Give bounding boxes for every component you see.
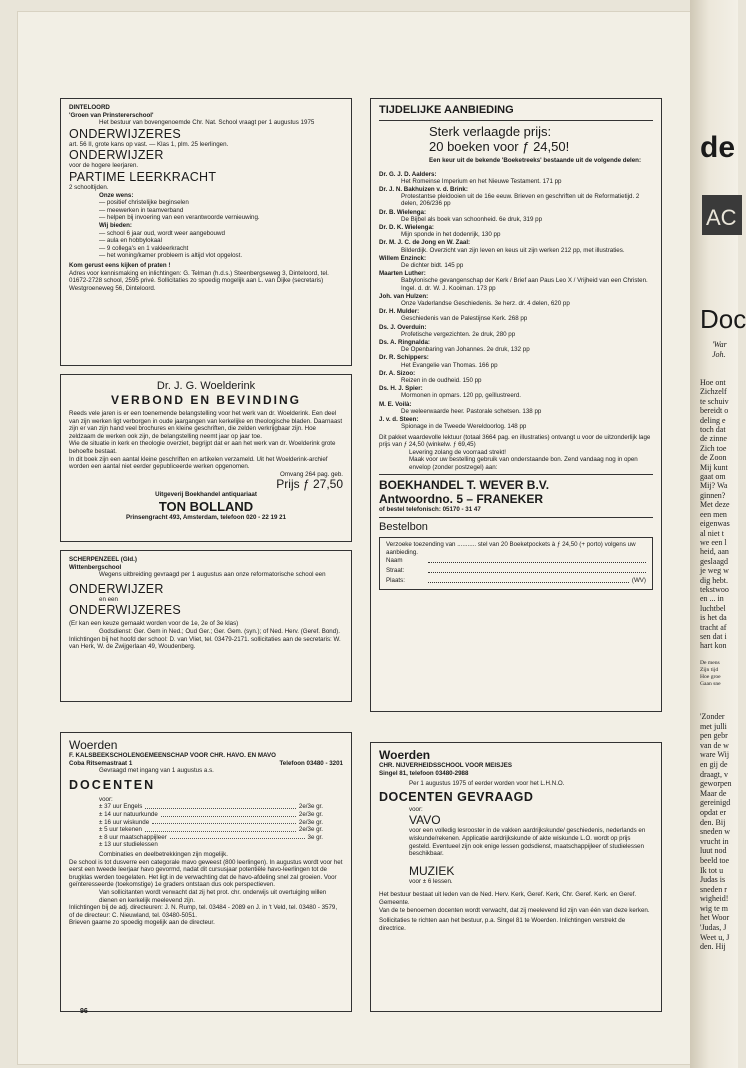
book-entry bbox=[379, 224, 653, 238]
ad-heading: DOCENTEN bbox=[69, 777, 156, 792]
subject-grade: 2e/3e gr. bbox=[298, 818, 323, 826]
ad-text: voor een volledig lesrooster in de vakken aardrijkskunde/ geschiedenis, nederlands en wiskunde/rekenen. Applicatie aardrijkskunde of akte wiskunde L.O. wordt op prijs gesteld. Eventueel zijn ook enige lessen godsdienst, maatschappijleer of studielessen beschikbaar. bbox=[409, 827, 646, 858]
facing-line: luchtbel bbox=[700, 603, 726, 613]
book-title: De weleerwaarde heer. Pastorale schetsen. 138 pp bbox=[401, 407, 542, 415]
facing-line: bereidt o bbox=[700, 406, 729, 416]
ad-phone: Telefoon 03480 - 3201 bbox=[279, 759, 343, 767]
ad-text: voor de hogere leerjaren. bbox=[69, 162, 139, 170]
ad-text: en een bbox=[99, 595, 118, 603]
page-number: 96 bbox=[80, 1008, 88, 1015]
book-price: Prijs ƒ 27,50 bbox=[276, 477, 343, 492]
facing-line: Mij kunt bbox=[700, 462, 728, 472]
book-author: Ds. H. J. Spier: bbox=[379, 385, 423, 393]
book-entry bbox=[379, 354, 653, 368]
ad-intro: Wegens uitbreiding gevraagd per 1 augustus aan onze reformatorische school een bbox=[99, 571, 326, 579]
facing-line: ginnen? bbox=[700, 490, 726, 500]
book-author: Dr. G. J. D. Aalders: bbox=[379, 170, 437, 178]
ad-heading: ONDERWIJZER bbox=[69, 148, 164, 163]
ad-heading: PARTIME LEERKRACHT bbox=[69, 169, 217, 184]
field-line[interactable] bbox=[428, 566, 646, 573]
facing-line: geslaagd bbox=[700, 556, 728, 566]
bon-title: Bestelbon bbox=[379, 521, 428, 534]
ad-list-item: — meewerken in teamverband bbox=[99, 206, 184, 214]
book-title: Het Romeinse Imperium en het Nieuwe Testament. 171 pp bbox=[401, 177, 562, 185]
facing-big-title: de bbox=[700, 131, 736, 164]
facing-line: Weet u, J bbox=[700, 932, 730, 942]
book-entry bbox=[379, 255, 653, 269]
subject-hours: ± 13 uur studielessen bbox=[99, 841, 158, 849]
subject-leader bbox=[161, 811, 296, 817]
order-form bbox=[379, 537, 653, 590]
shop-name: BOEKHANDEL T. WEVER B.V. bbox=[379, 478, 550, 493]
field-line[interactable] bbox=[428, 576, 629, 583]
book-title: Onze Vaderlandse Geschiedenis. 3e herz. dr. 4 delen, 620 pp bbox=[401, 300, 570, 308]
facing-line: Ik tot u bbox=[700, 865, 724, 875]
ad-heading: ONDERWIJZERES bbox=[69, 603, 182, 618]
ad-list-item: — positief christelijke beginselen bbox=[99, 199, 189, 207]
ad-text: Inlichtingen bij het hoofd der school: D. van Vliet, tel. 03479-2171. sollicitaties aan de secretaris: W. van Herk, W. de Zwijgerlaan 49, Woudenberg. bbox=[69, 635, 341, 651]
ad-list-item: — helpen bij invoering van een verantwoorde vernieuwing. bbox=[99, 214, 260, 222]
offer-headline: Sterk verlaagde prijs: bbox=[429, 124, 552, 139]
ad-text: Sollicitaties te richten aan het bestuur, p.a. Singel 81 te Woerden. Inlichtingen verstrekt de directrice. bbox=[379, 917, 626, 932]
offer-header: TIJDELIJKE AANBIEDING bbox=[379, 104, 514, 116]
book-author: Willem Enzinck: bbox=[379, 254, 427, 262]
facing-line: hart kon bbox=[700, 641, 727, 651]
ad-heading: ONDERWIJZER bbox=[69, 581, 164, 596]
subject-row bbox=[99, 826, 323, 834]
facing-line: ware Wij bbox=[700, 750, 730, 760]
facing-line: met julli bbox=[700, 721, 727, 731]
facing-line: we een l bbox=[700, 537, 727, 547]
facing-line: Mij? Wa bbox=[700, 481, 728, 491]
facing-line: Judas is bbox=[700, 875, 726, 885]
facing-line: het Woor bbox=[700, 913, 730, 923]
facing-line: Zich toe bbox=[700, 443, 727, 453]
subject-row bbox=[99, 841, 323, 849]
book-author: Maarten Luther: bbox=[379, 270, 426, 278]
facing-line: Met deze bbox=[700, 500, 730, 510]
facing-line: Hoe groe bbox=[700, 674, 721, 680]
ad-address-row bbox=[69, 760, 343, 768]
ad-label: Kom gerust eens kijken of praten ! bbox=[69, 261, 171, 269]
subject-hours: ± 5 uur tekenen bbox=[99, 826, 142, 834]
ad-list-item: — aula en hobbylokaal bbox=[99, 237, 162, 245]
book-entry bbox=[379, 186, 653, 208]
field-line[interactable] bbox=[428, 556, 646, 563]
ad-text: Inlichtingen bij de adj. directeuren: J. N. Rump, tel. 03484 - 2089 en J. in 't Veld, tel. 03480 - 3579, of de directeur: C. Nieuwland, tel. 03480-5051. bbox=[69, 904, 338, 919]
facing-line: wig te m bbox=[700, 903, 728, 913]
facing-line: Gaan sne bbox=[700, 681, 721, 687]
book-author: Dr. R. Schippers: bbox=[379, 354, 429, 362]
ad-text: Brieven gaarne zo spoedig mogelijk aan de directeur. bbox=[69, 919, 215, 927]
ad-scherpenzeel bbox=[60, 550, 352, 702]
book-author: J. v. d. Steen: bbox=[379, 416, 419, 424]
ad-text: Van sollicitanten wordt verwacht dat zij het prot. chr. onderwijs uit overtuiging willen dienen en kerkelijk meelevend zijn. bbox=[99, 888, 327, 904]
field-label: Naam bbox=[386, 557, 403, 565]
book-title: Reizen in de oudheid. 150 pp bbox=[401, 377, 482, 385]
book-title: Bilderdijk. Overzicht van zijn leven en keus uit zijn werken 212 pp, met illustraties. bbox=[401, 246, 625, 254]
facing-line: al niet t bbox=[700, 528, 724, 538]
facing-text bbox=[700, 712, 732, 952]
field-code: (WV) bbox=[631, 577, 646, 585]
book-title: De Openbaring van Johannes. 2e druk, 132 pp bbox=[401, 346, 530, 354]
ad-woerden-kalsbeek bbox=[60, 732, 352, 1012]
ad-heading: ONDERWIJZERES bbox=[69, 126, 182, 141]
divider bbox=[379, 517, 653, 518]
facing-line: opdat er bbox=[700, 807, 726, 817]
facing-line: is het da bbox=[700, 613, 727, 623]
book-entry bbox=[379, 270, 653, 292]
subject-grade: 2e/3e gr. bbox=[298, 803, 323, 811]
facing-line: de Zoon bbox=[700, 453, 727, 463]
facing-line: sneden r bbox=[700, 884, 727, 894]
offer-headline: 20 boeken voor ƒ 24,50! bbox=[429, 139, 570, 154]
ad-text: In dit boek zijn een aantal kleine geschriften en artikelen verzameld. Uit het Woelderink-archief worden een aantal niet eerder gepubliceerde werken opgenomen. bbox=[69, 455, 328, 471]
subject-leader bbox=[152, 819, 296, 825]
ad-text: voor ± 6 lessen. bbox=[409, 877, 453, 885]
ad-org: F. KALSBEEKSCHOLENGEMEENSCHAP VOOR CHR. HAVO. EN MAVO bbox=[69, 752, 276, 759]
book-title: Spionage in de Tweede Wereldoorlog. 148 pp bbox=[401, 423, 527, 431]
subject-row bbox=[99, 803, 323, 811]
divider bbox=[379, 120, 653, 121]
ad-woerden-nijverheid bbox=[370, 742, 662, 1012]
subject-row bbox=[99, 819, 323, 827]
facing-line: den. Bij bbox=[700, 817, 726, 827]
book-author: Dr. H. Mulder: bbox=[379, 308, 420, 316]
subject-row bbox=[99, 834, 323, 842]
facing-line: eigenwas bbox=[700, 519, 730, 529]
book-list bbox=[379, 171, 653, 431]
book-title: Mijn sponde in het dodenrijk, 130 pp bbox=[401, 231, 501, 239]
ad-label: voor: bbox=[409, 805, 423, 813]
ad-list-item: — 9 collega's en 1 vakleerkracht bbox=[99, 244, 189, 252]
field-label: Straat: bbox=[386, 567, 405, 575]
facing-line: den. Hij bbox=[700, 942, 726, 952]
book-entry bbox=[379, 416, 653, 430]
facing-heading: Doc bbox=[700, 304, 746, 334]
book-title: De dichter bidt. 145 pp bbox=[401, 262, 464, 270]
ad-text: Reeds vele jaren is er een toenemende belangstelling voor het werk van dr. Woelderink. Een deel van zijn werken ligt verborgen in oude jaargangen van kerkelijke en theologische bladen. Daarnaast zijn er van zijn hand veel brochures en kleine geschriften, die zelden verkrijgbaar zijn. Hoe zeldzaam de werken ook zijn, de belangstelling neemt jaar op jaar toe. bbox=[69, 410, 343, 440]
ad-aanbieding bbox=[370, 98, 662, 712]
facing-text bbox=[700, 378, 730, 651]
book-entry bbox=[379, 401, 653, 415]
facing-line: beeld toe bbox=[700, 855, 730, 865]
facing-line: geworpen bbox=[700, 779, 732, 789]
facing-line: 'Judas, J bbox=[700, 923, 727, 933]
subject-leader bbox=[161, 841, 320, 847]
ad-intro: Per 1 augustus 1975 of eerder worden voor het L.H.N.O. bbox=[409, 780, 565, 788]
facing-line: gereinigd bbox=[700, 798, 731, 808]
facing-line: toch dat bbox=[700, 425, 726, 435]
book-author: Dr. M. J. C. de Jong en W. Zaal: bbox=[379, 239, 471, 247]
ad-school: 'Groen van Prinstererschool' bbox=[69, 111, 154, 119]
magazine-page bbox=[18, 12, 708, 1064]
facing-line: Maar de bbox=[700, 788, 727, 798]
ad-label: Wij bieden: bbox=[99, 221, 132, 229]
subject-hours: ± 14 uur natuurkunde bbox=[99, 810, 158, 818]
facing-line: dig hebt. bbox=[700, 575, 728, 585]
ad-text: art. 56 II, grote kans op vast. — Klas 1, plm. 25 leerlingen. bbox=[69, 140, 229, 148]
book-entry bbox=[379, 324, 653, 338]
publisher-name: TON BOLLAND bbox=[158, 498, 254, 514]
book-title: Geschiedenis van de Palestijnse Kerk. 268 pp bbox=[401, 315, 528, 323]
ad-list-item: — het woning/kamer probleem is altijd vlot opgelost. bbox=[99, 252, 243, 260]
ad-address: Singel 81, telefoon 03480-2988 bbox=[379, 769, 469, 777]
book-author: Joh. van Hulzen: bbox=[379, 292, 429, 300]
subject-grade: 3e gr. bbox=[307, 833, 323, 841]
ad-dinteloord bbox=[60, 98, 352, 366]
facing-line: tracht af bbox=[700, 622, 727, 632]
ad-heading: DOCENTEN GEVRAAGD bbox=[379, 789, 534, 804]
book-entry bbox=[379, 370, 653, 384]
bon-text: Verzoeke toezending van ........... stel van 20 Boeketpockets à ƒ 24,50 (+ porto) volgens uw aanbieding. bbox=[386, 541, 636, 556]
book-title: Protestantse pleidooien uit de 16e eeuw. Brieven en geschriften uit de Reformatietijd. 2 delen, 206/236 pp bbox=[401, 193, 640, 208]
street-field[interactable] bbox=[386, 566, 646, 576]
ad-text: Adres voor kennismaking en inlichtingen: G. Telman (h.d.s.) Steenbergseweg 3, Dinteloord, tel. 01672-2728 school, 2595 privé. Sollicitaties zo spoedig mogelijk aan L. van Dijke (secretaris) Westgroeneweg 56, Dinteloord. bbox=[69, 269, 329, 292]
ad-place: DINTELOORD bbox=[69, 104, 110, 111]
facing-sub: Joh. bbox=[712, 350, 726, 359]
facing-line: Hoe ont bbox=[700, 378, 726, 387]
ad-list-item: — school 6 jaar oud, wordt weer aangebouwd bbox=[99, 229, 225, 237]
subject-grade: 2e/3e gr. bbox=[298, 826, 323, 834]
facing-line: gaat om bbox=[700, 472, 726, 482]
offer-text: Levering zolang de voorraad strekt! bbox=[409, 448, 506, 456]
name-field[interactable] bbox=[386, 556, 646, 566]
ad-text: (Er kan een keuze gemaakt worden voor de 1e, 2e of 3e klas) bbox=[69, 620, 239, 628]
ad-intro: Het bestuur van bovengenoemde Chr. Nat. School vraagt per 1 augustus 1975 bbox=[99, 119, 315, 127]
facing-line: een men bbox=[700, 509, 727, 519]
facing-line: van de w bbox=[700, 740, 729, 750]
book-entry bbox=[379, 209, 653, 223]
facing-line: heid, aan bbox=[700, 547, 729, 557]
ad-text: Het bestuur bestaat uit leden van de Ned. Herv. Kerk, Geref. Kerk, Chr. Geref. Kerk. en Geref. Gemeente. bbox=[379, 891, 637, 906]
ad-place: Woerden bbox=[69, 738, 118, 752]
book-author: Dr. B. Wielenga: bbox=[379, 208, 427, 216]
book-author: Dr. A. Sizoo: bbox=[379, 369, 416, 377]
ad-label: Onze wens: bbox=[99, 191, 134, 199]
offer-text: Dit pakket waardevolle lektuur (totaal 3664 pag. en illustraties) ontvangt u voor de uitzonderlijk lage prijs van ƒ 24,50 (winkelw. ƒ 69,45) bbox=[379, 433, 651, 449]
book-entry bbox=[379, 385, 653, 399]
facing-page bbox=[700, 40, 746, 1060]
field-label: Plaats: bbox=[386, 577, 405, 585]
facing-line: vrucht in bbox=[700, 836, 729, 846]
publisher-label: Uitgeverij Boekhandel antiquariaat bbox=[155, 491, 257, 499]
facing-line: en gij de bbox=[700, 759, 728, 769]
facing-line: wigheid! bbox=[700, 894, 729, 904]
facing-line: pen gebr bbox=[700, 731, 728, 741]
ad-school: Wittenbergschool bbox=[69, 563, 122, 571]
ad-address: Coba Ritsemastraat 1 bbox=[69, 759, 133, 767]
book-title: Mormonen in opmars. 120 pp, geïllustreerd. bbox=[401, 392, 522, 400]
ad-woelderink bbox=[60, 374, 352, 542]
book-title: Profetische vergezichten. 2e druk, 280 pp bbox=[401, 330, 516, 338]
book-title: VERBOND EN BEVINDING bbox=[110, 393, 302, 407]
book-entry bbox=[379, 293, 653, 307]
publisher-address: Prinsengracht 493, Amsterdam, telefoon 020 - 22 19 21 bbox=[125, 513, 287, 521]
ad-intro: Gevraagd met ingang van 1 augustus a.s. bbox=[99, 767, 214, 775]
facing-sub: 'War bbox=[712, 340, 727, 349]
book-author: M. E. Voilà: bbox=[379, 400, 412, 408]
ad-place: Woerden bbox=[379, 748, 431, 762]
subject-hours: ± 37 uur Engels bbox=[99, 803, 143, 811]
facing-line: sen dat i bbox=[700, 631, 727, 641]
subject-grade: 2e/3e gr. bbox=[298, 810, 323, 818]
ad-text: Combinaties en deelbetrekkingen zijn mogelijk. bbox=[99, 850, 228, 858]
ad-org: CHR. NIJVERHEIDSSCHOOL VOOR MEISJES bbox=[379, 762, 512, 769]
book-author: Dr. J. N. Bakhuizen v. d. Brink: bbox=[379, 186, 468, 193]
facing-line: te schuiv bbox=[700, 396, 729, 406]
subject-list bbox=[69, 803, 343, 849]
ad-text: Van de te benoemen docenten wordt verwacht, dat zij meelevend lid zijn van één van deze kerken. bbox=[379, 906, 650, 914]
facing-quote bbox=[700, 660, 721, 688]
book-entry bbox=[379, 171, 653, 185]
facing-line: tekstwoo bbox=[700, 584, 729, 594]
subject-hours: ± 8 uur maatschappijleer bbox=[99, 833, 167, 841]
subject-hours: ± 16 uur wiskunde bbox=[99, 818, 150, 826]
shop-phone: of bestel telefonisch: 05170 - 31 47 bbox=[379, 506, 481, 514]
book-author: Dr. J. G. Woelderink bbox=[156, 380, 256, 392]
facing-line: de zinne bbox=[700, 434, 727, 444]
book-omvang: Omvang 264 pag. geb. bbox=[280, 470, 343, 478]
facing-line: en ... in bbox=[700, 594, 724, 604]
facing-line: deling e bbox=[700, 415, 726, 425]
place-field[interactable] bbox=[386, 576, 646, 586]
ad-subheading: VAVO bbox=[409, 813, 441, 828]
subject-row bbox=[99, 811, 323, 819]
facing-line: De mens bbox=[700, 660, 720, 666]
facing-box-text: AC bbox=[706, 205, 737, 230]
subject-leader bbox=[145, 803, 296, 809]
book-entry bbox=[379, 339, 653, 353]
facing-line: draagt, v bbox=[700, 769, 728, 779]
ad-place: SCHERPENZEEL (Gld.) bbox=[69, 556, 137, 563]
subject-leader bbox=[170, 834, 305, 840]
book-entry bbox=[379, 308, 653, 322]
facing-line: sneden w bbox=[700, 827, 730, 837]
facing-line: 'Zonder bbox=[700, 712, 725, 721]
offer-text: Maak voor uw bestelling gebruik van onderstaande bon. Zend vandaag nog in open envelop (zonder postzegel) aan: bbox=[409, 456, 638, 471]
ad-subheading: MUZIEK bbox=[409, 863, 455, 878]
book-author: Dr. D. K. Wielenga: bbox=[379, 224, 434, 232]
book-title: Het Evangelie van Thomas. 166 pp bbox=[401, 361, 498, 369]
ad-text: Godsdienst: Ger. Gem in Ned.; Oud Ger.; Ger. Gem. (syn.); of Ned. Herv. (Geref. Bond). bbox=[99, 627, 340, 635]
facing-dark-box bbox=[702, 195, 742, 235]
shop-address: Antwoordno. 5 – FRANEKER bbox=[379, 492, 543, 507]
book-title: De Bijbel als boek van schoonheid. 6e druk, 319 pp bbox=[401, 215, 543, 223]
ad-text: De school is tot dusverre een categorale mavo geweest (800 leerlingen). In augustus wordt voor het eerst een tweede leerjaar havo gevormd, nadat dit cursusjaar potentiële havo-leerlingen tot de brugklas werden toegelaten. Het ligt in de verwachting dat de havo-afdeling snel zal groeien. Voor geïnteresseerde (toekomstige) 1e graders ontstaan dus ook perspectieven. bbox=[69, 858, 343, 889]
book-title: Babylonische gevangenschap der Kerk / Brief aan Paus Leo X / Vrijheid van een Christen. Ingel. d. dr. W. J. Kooiman. 173 pp bbox=[401, 277, 648, 292]
book-author: Ds. A. Ringnalda: bbox=[379, 339, 430, 347]
facing-line: luut nod bbox=[700, 846, 727, 856]
book-entry bbox=[379, 239, 653, 253]
ad-text: 2 schooltijden. bbox=[69, 183, 109, 191]
offer-sub: Een keur uit de bekende 'Boeketreeks' bestaande uit de volgende delen: bbox=[429, 157, 642, 164]
book-author: Ds. J. Overduin: bbox=[379, 323, 427, 331]
divider bbox=[379, 474, 653, 475]
subject-leader bbox=[145, 826, 296, 832]
facing-line: Zijn tijd bbox=[700, 667, 719, 673]
ad-text: Wie de situatie in kerk en theologie overziet, begrijpt dat er aan het werk van dr. Woelderink grote behoefte bestaat. bbox=[69, 440, 336, 455]
facing-line: Zichzelf bbox=[700, 387, 727, 397]
ad-label: voor: bbox=[99, 795, 113, 803]
facing-line: je weg w bbox=[700, 566, 729, 576]
